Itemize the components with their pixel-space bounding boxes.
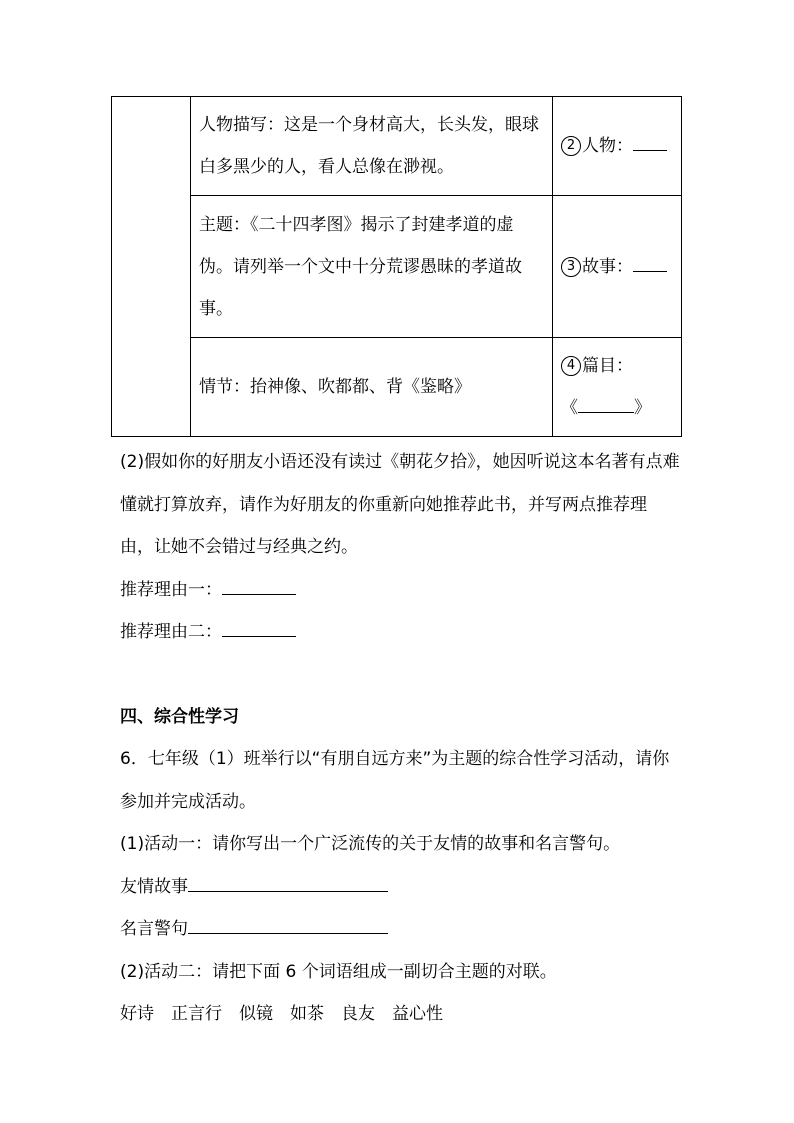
- reason-2-label: 推荐理由二：: [120, 622, 222, 642]
- question-body: [120, 441, 680, 1036]
- book-mark-open: 《: [561, 398, 578, 418]
- table-answer-cell: [553, 338, 682, 437]
- story-line: [120, 866, 680, 909]
- circled-number: 4: [561, 356, 581, 376]
- reason-1-label: 推荐理由一：: [120, 579, 222, 600]
- table-content-cell: [191, 196, 553, 338]
- activity-2-text: (2)活动二：请把下面 6 个词语组成一副切合主题的对联。: [120, 961, 557, 982]
- question-6-text: 6．七年级（1）班举行以“有朋自远方来”为主题的综合性学习活动，请你参加并完成活动。: [120, 749, 670, 812]
- answer-blank[interactable]: [633, 131, 667, 151]
- book-mark-close: 》: [634, 398, 651, 418]
- section-gap: [120, 654, 680, 696]
- row-content-text: 人物描写：这是一个身材高大，长头发，眼球白多黑少的人，看人总像在渺视。: [199, 115, 539, 177]
- reason-2-line: [120, 611, 680, 654]
- table-content-cell: [191, 338, 553, 437]
- circled-number: 2: [561, 136, 581, 156]
- quote-line: [120, 908, 680, 951]
- question-2-text: (2)假如你的好朋友小语还没有读过《朝花夕拾》，她因听说这本名著有点难懂就打算放弃，请作为好朋友的你重新向她推荐此书，并写两点推荐理由，让她不会错过与经典之约。: [120, 452, 680, 557]
- table-answer-cell: [553, 196, 682, 338]
- quote-blank[interactable]: [188, 914, 388, 934]
- word-list: 好诗 正言行 似镜 如茶 良友 益心性: [120, 1004, 443, 1024]
- table-answer-cell: [553, 97, 682, 196]
- row-content-text: 主题：《二十四孝图》揭示了封建孝道的虚伪。请列举一个文中十分荒谬愚昧的孝道故事。: [199, 214, 522, 319]
- table-row: [112, 97, 682, 196]
- reason-1-blank[interactable]: [222, 575, 296, 595]
- table-left-cell: [112, 97, 191, 437]
- story-label: 友情故事: [120, 876, 188, 897]
- literature-table: [111, 96, 682, 437]
- table-content-cell: [191, 97, 553, 196]
- answer-label: 篇目：: [582, 356, 633, 376]
- answer-blank[interactable]: [578, 393, 634, 413]
- activity-1-text: (1)活动一：请你写出一个广泛流传的关于友情的故事和名言警句。: [120, 834, 621, 854]
- story-blank[interactable]: [188, 872, 388, 892]
- answer-label: 人物：: [582, 136, 633, 156]
- table-row: [112, 196, 682, 338]
- quote-label: 名言警句: [120, 919, 188, 939]
- table-row: [112, 338, 682, 437]
- answer-label: 故事：: [582, 256, 633, 277]
- section-title: 四、综合性学习: [120, 706, 239, 727]
- answer-blank[interactable]: [633, 252, 667, 272]
- reason-1-line: [120, 569, 680, 612]
- circled-number: 3: [561, 257, 581, 277]
- reason-2-blank[interactable]: [222, 617, 296, 637]
- row-content-text: 情节：抬神像、吹都都、背《鉴略》: [199, 377, 471, 397]
